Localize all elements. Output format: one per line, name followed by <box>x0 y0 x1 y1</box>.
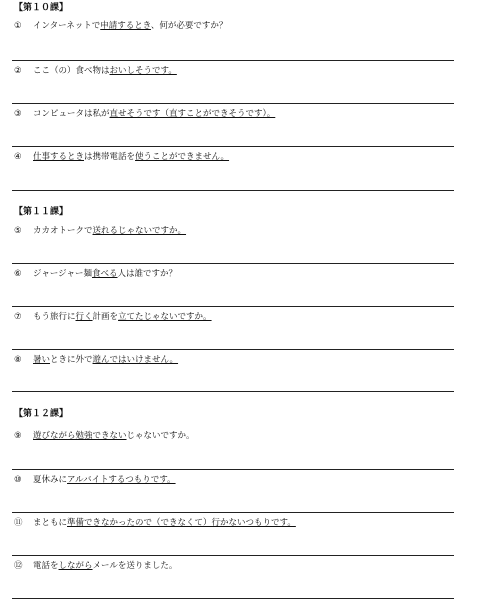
underlined-phrase: 暑い <box>33 355 51 365</box>
question-text: もう旅行に <box>33 312 76 322</box>
question-row <box>14 311 212 323</box>
answer-line[interactable] <box>12 598 454 599</box>
question-text: ときに外で <box>50 355 93 365</box>
question-text: は携帯電話を <box>84 152 136 162</box>
question-text: 計画を <box>92 312 119 322</box>
question-number: ⑥ <box>14 269 22 279</box>
question-text: ここ（の）食べ物は <box>33 66 110 76</box>
question-text: カカオトークで <box>33 226 93 236</box>
question-row <box>14 430 195 442</box>
question-number: ③ <box>14 109 22 119</box>
question-text: ジャージャー麺 <box>33 269 92 279</box>
answer-line[interactable] <box>12 512 454 513</box>
underlined-phrase: 行く <box>75 312 93 322</box>
question-row <box>14 225 186 237</box>
question-row <box>14 151 229 163</box>
question-number: ⑩ <box>14 475 22 485</box>
lesson-heading: 【第１１課】 <box>14 207 69 217</box>
question-row <box>14 108 275 120</box>
question-text: じゃないですか。 <box>126 431 195 441</box>
question-text: 電話を <box>33 561 59 571</box>
answer-line[interactable] <box>12 60 454 61</box>
underlined-phrase: しながら <box>58 561 93 571</box>
question-text: まともに <box>33 518 68 528</box>
underlined-phrase: 使うことができません。 <box>135 152 230 162</box>
question-text: 人は誰ですか？ <box>117 269 178 279</box>
answer-line[interactable] <box>12 103 454 104</box>
question-row <box>14 65 177 77</box>
underlined-phrase: 仕事するとき <box>33 152 85 162</box>
answer-line[interactable] <box>12 263 454 264</box>
question-number: ⑧ <box>14 355 22 365</box>
answer-line[interactable] <box>12 349 454 350</box>
lesson-heading: 【第１０課】 <box>14 3 69 13</box>
underlined-phrase: 申請するとき <box>100 21 151 31</box>
underlined-phrase: 勉強できない <box>75 431 127 441</box>
underlined-phrase: 直せそうです（直すことができそうです）。 <box>109 109 276 119</box>
question-number: ⑦ <box>14 312 22 322</box>
underlined-phrase: 遊びながら <box>33 431 76 441</box>
underlined-phrase: 送れるじゃないですか。 <box>92 226 187 236</box>
answer-line[interactable] <box>12 306 454 307</box>
answer-line[interactable] <box>12 146 454 147</box>
underlined-phrase: アルバイトするつもりです。 <box>67 475 176 485</box>
question-number: ⑨ <box>14 431 22 441</box>
underlined-phrase: 遊んではいけません。 <box>92 355 179 365</box>
underlined-phrase: 食べる <box>92 269 118 279</box>
answer-line[interactable] <box>12 190 454 191</box>
question-row <box>14 268 177 280</box>
underlined-phrase: 立てたじゃないですか。 <box>118 312 212 322</box>
lesson-heading: 【第１２課】 <box>14 409 69 419</box>
question-text: 夏休みに <box>33 475 68 485</box>
answer-line[interactable] <box>12 391 454 392</box>
question-row <box>14 474 176 486</box>
question-number: ⑤ <box>14 226 22 236</box>
question-text: 、何が必要ですか？ <box>150 21 228 31</box>
question-row <box>14 560 177 572</box>
answer-line[interactable] <box>12 555 454 556</box>
question-number: ⑫ <box>14 561 23 571</box>
question-number: ⑪ <box>14 518 23 528</box>
question-row <box>14 517 296 529</box>
question-text: インターネットで <box>33 21 101 31</box>
question-text: コンピュータは私が <box>33 109 110 119</box>
question-row <box>14 20 227 32</box>
underlined-phrase: 準備できなかったので（できなくて）行かないつもりです。 <box>67 518 296 528</box>
underlined-phrase: おいしそうです。 <box>109 66 177 76</box>
question-number: ② <box>14 66 22 76</box>
question-number: ① <box>14 21 22 31</box>
question-text: メールを送りました。 <box>92 561 178 571</box>
question-row <box>14 354 178 366</box>
answer-line[interactable] <box>12 469 454 470</box>
question-number: ④ <box>14 152 22 162</box>
